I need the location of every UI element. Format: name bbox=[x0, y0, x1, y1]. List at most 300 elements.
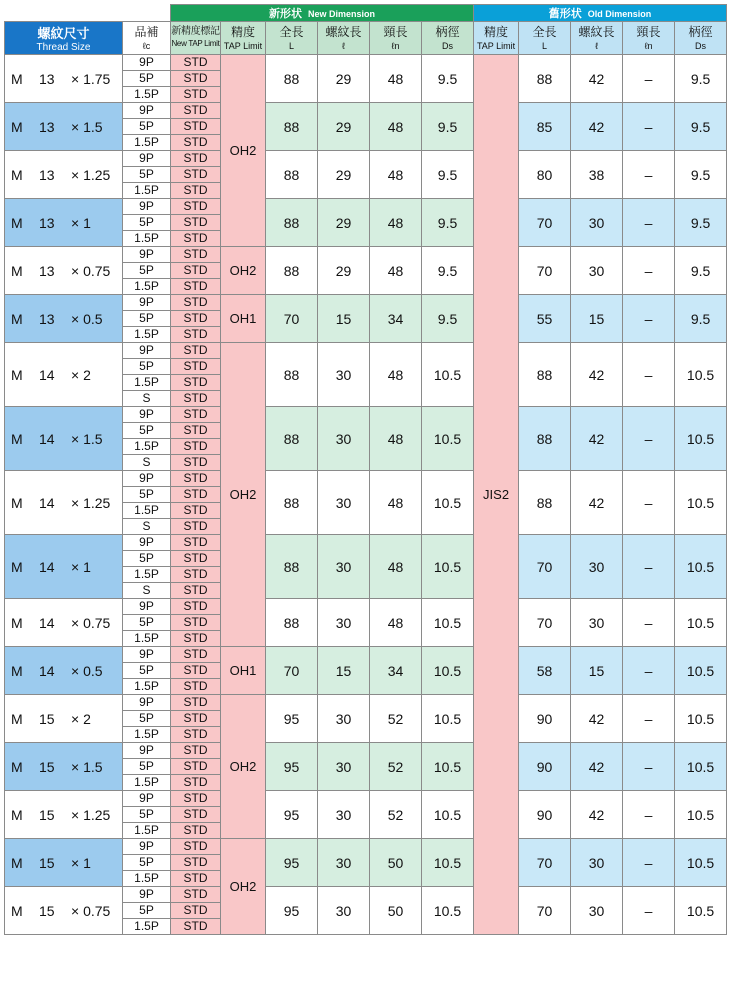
new-shank-dia-cell: 9.5 bbox=[422, 295, 474, 343]
new-total-length-cell: 70 bbox=[266, 647, 318, 695]
new-total-length-cell: 95 bbox=[266, 887, 318, 935]
product-code-cell: 1.5P bbox=[123, 919, 171, 935]
new-total-length-cell: 70 bbox=[266, 295, 318, 343]
thread-size-cell bbox=[5, 407, 123, 471]
thread-diameter: 13 bbox=[39, 214, 55, 231]
old-total-length-sub: L bbox=[542, 40, 548, 51]
thread-prefix: M bbox=[11, 366, 23, 383]
product-code-cell: 1.5P bbox=[123, 823, 171, 839]
thread-size-cell bbox=[5, 839, 123, 887]
new-neck-length-cell: 48 bbox=[370, 407, 422, 471]
old-shank-dia-header bbox=[675, 22, 727, 55]
table-row bbox=[5, 151, 727, 167]
old-shank-dia-cell: 10.5 bbox=[675, 647, 727, 695]
new-total-length-sub: L bbox=[288, 40, 294, 51]
thread-pitch: × 0.75 bbox=[71, 902, 111, 919]
new-tap-limit-cell: STD bbox=[171, 903, 221, 919]
thread-prefix: M bbox=[11, 558, 23, 575]
old-thread-length-cell: 42 bbox=[571, 471, 623, 535]
new-shank-dia-cell: 10.5 bbox=[422, 599, 474, 647]
thread-prefix: M bbox=[11, 710, 23, 727]
table-row bbox=[5, 599, 727, 615]
product-code-cell: 9P bbox=[123, 791, 171, 807]
new-tap-limit-cell: STD bbox=[171, 423, 221, 439]
old-thread-length-cell: 30 bbox=[571, 839, 623, 887]
new-tap-limit-cell: STD bbox=[171, 871, 221, 887]
thread-prefix: M bbox=[11, 758, 23, 775]
old-neck-length-cell: – bbox=[623, 151, 675, 199]
new-thread-length-cell: 30 bbox=[318, 599, 370, 647]
old-total-length-label: 全長 bbox=[532, 24, 557, 39]
old-neck-length-header bbox=[623, 22, 675, 55]
new-neck-length-cell: 48 bbox=[370, 343, 422, 407]
new-shank-dia-cell: 10.5 bbox=[422, 791, 474, 839]
old-neck-length-cell: – bbox=[623, 247, 675, 295]
product-code-cell: 5P bbox=[123, 215, 171, 231]
thread-pitch: × 1 bbox=[71, 854, 91, 871]
new-neck-length-cell: 48 bbox=[370, 247, 422, 295]
product-code-cell: 5P bbox=[123, 71, 171, 87]
table-row bbox=[5, 647, 727, 663]
table-row bbox=[5, 791, 727, 807]
old-accuracy-cell: JIS2 bbox=[474, 55, 519, 935]
product-code-cell: 5P bbox=[123, 423, 171, 439]
new-accuracy-cell: OH2 bbox=[221, 55, 266, 247]
new-tap-limit-cell: STD bbox=[171, 599, 221, 615]
new-total-length-cell: 88 bbox=[266, 55, 318, 103]
thread-prefix: M bbox=[11, 902, 23, 919]
new-shank-dia-cell: 10.5 bbox=[422, 887, 474, 935]
new-tap-limit-cell: STD bbox=[171, 487, 221, 503]
old-neck-length-sub: ℓn bbox=[644, 40, 653, 51]
old-dimension-label: 舊形状 bbox=[548, 8, 582, 20]
new-neck-length-cell: 48 bbox=[370, 199, 422, 247]
thread-size-cell bbox=[5, 791, 123, 839]
product-sub-label: ℓc bbox=[142, 40, 151, 51]
thread-diameter: 15 bbox=[39, 902, 55, 919]
product-code-cell: 5P bbox=[123, 167, 171, 183]
product-code-cell: 9P bbox=[123, 103, 171, 119]
product-code-cell: 1.5P bbox=[123, 567, 171, 583]
product-code-cell: 5P bbox=[123, 119, 171, 135]
product-code-cell: 9P bbox=[123, 695, 171, 711]
product-code-cell: 5P bbox=[123, 487, 171, 503]
old-shank-dia-cell: 10.5 bbox=[675, 599, 727, 647]
new-thread-length-cell: 30 bbox=[318, 471, 370, 535]
thread-pitch: × 1.25 bbox=[71, 494, 111, 511]
product-code-cell: 1.5P bbox=[123, 679, 171, 695]
old-thread-length-cell: 42 bbox=[571, 343, 623, 407]
product-code-cell: 5P bbox=[123, 759, 171, 775]
new-total-length-cell: 88 bbox=[266, 247, 318, 295]
product-code-cell: S bbox=[123, 519, 171, 535]
product-code-cell: 9P bbox=[123, 199, 171, 215]
thread-size-cell bbox=[5, 535, 123, 599]
old-thread-length-cell: 42 bbox=[571, 55, 623, 103]
table-row bbox=[5, 295, 727, 311]
old-neck-length-cell: – bbox=[623, 295, 675, 343]
product-code-cell: 5P bbox=[123, 615, 171, 631]
product-code-cell: 9P bbox=[123, 839, 171, 855]
new-tap-limit-cell: STD bbox=[171, 679, 221, 695]
old-thread-length-header bbox=[571, 22, 623, 55]
old-shank-dia-cell: 10.5 bbox=[675, 839, 727, 887]
old-total-length-cell: 70 bbox=[519, 199, 571, 247]
product-label: 品補 bbox=[134, 24, 159, 39]
thread-prefix: M bbox=[11, 806, 23, 823]
old-total-length-cell: 85 bbox=[519, 103, 571, 151]
new-shank-dia-cell: 9.5 bbox=[422, 103, 474, 151]
old-total-length-cell: 70 bbox=[519, 599, 571, 647]
new-tap-limit-cell: STD bbox=[171, 839, 221, 855]
new-neck-length-cell: 52 bbox=[370, 743, 422, 791]
new-tap-limit-cell: STD bbox=[171, 583, 221, 599]
old-shank-dia-cell: 10.5 bbox=[675, 743, 727, 791]
thread-size-cell bbox=[5, 247, 123, 295]
new-tap-limit-cell: STD bbox=[171, 711, 221, 727]
new-shank-dia-cell: 9.5 bbox=[422, 247, 474, 295]
new-total-length-cell: 88 bbox=[266, 151, 318, 199]
new-thread-length-cell: 30 bbox=[318, 839, 370, 887]
old-total-length-header bbox=[519, 22, 571, 55]
old-shank-dia-cell: 10.5 bbox=[675, 791, 727, 839]
new-thread-length-cell: 15 bbox=[318, 295, 370, 343]
new-tap-limit-cell: STD bbox=[171, 823, 221, 839]
thread-prefix: M bbox=[11, 262, 23, 279]
new-total-length-cell: 88 bbox=[266, 199, 318, 247]
table-row bbox=[5, 407, 727, 423]
thread-size-cell bbox=[5, 103, 123, 151]
product-code-cell: 1.5P bbox=[123, 439, 171, 455]
new-thread-length-cell: 30 bbox=[318, 343, 370, 407]
thread-size-cell bbox=[5, 599, 123, 647]
thread-diameter: 13 bbox=[39, 166, 55, 183]
new-neck-length-cell: 34 bbox=[370, 295, 422, 343]
thread-pitch: × 1.5 bbox=[71, 430, 103, 447]
thread-prefix: M bbox=[11, 70, 23, 87]
new-thread-length-cell: 29 bbox=[318, 55, 370, 103]
new-tap-limit-cell: STD bbox=[171, 695, 221, 711]
thread-diameter: 14 bbox=[39, 558, 55, 575]
thread-prefix: M bbox=[11, 166, 23, 183]
old-neck-length-cell: – bbox=[623, 647, 675, 695]
old-shank-dia-cell: 10.5 bbox=[675, 887, 727, 935]
thread-size-cell bbox=[5, 55, 123, 103]
new-total-length-cell: 88 bbox=[266, 599, 318, 647]
new-shank-dia-sub: Ds bbox=[442, 40, 454, 51]
old-neck-length-cell: – bbox=[623, 471, 675, 535]
old-total-length-cell: 70 bbox=[519, 247, 571, 295]
thread-diameter: 13 bbox=[39, 262, 55, 279]
product-code-cell: 1.5P bbox=[123, 135, 171, 151]
thread-pitch: × 2 bbox=[71, 366, 91, 383]
new-neck-length-cell: 48 bbox=[370, 599, 422, 647]
old-thread-length-cell: 15 bbox=[571, 295, 623, 343]
new-neck-length-cell: 48 bbox=[370, 55, 422, 103]
product-code-cell: 1.5P bbox=[123, 631, 171, 647]
new-accuracy-cell: OH2 bbox=[221, 247, 266, 295]
new-tap-limit-cell: STD bbox=[171, 407, 221, 423]
new-total-length-cell: 95 bbox=[266, 791, 318, 839]
thread-diameter: 13 bbox=[39, 310, 55, 327]
product-code-cell: 5P bbox=[123, 311, 171, 327]
table-row bbox=[5, 199, 727, 215]
new-neck-length-cell: 50 bbox=[370, 887, 422, 935]
old-shank-dia-cell: 9.5 bbox=[675, 295, 727, 343]
thread-pitch: × 1.5 bbox=[71, 758, 103, 775]
new-tap-limit-cell: STD bbox=[171, 615, 221, 631]
old-thread-length-cell: 30 bbox=[571, 199, 623, 247]
new-tap-limit-cell: STD bbox=[171, 375, 221, 391]
new-tap-limit-cell: STD bbox=[171, 359, 221, 375]
thread-pitch: × 1.75 bbox=[71, 70, 111, 87]
thread-pitch: × 0.5 bbox=[71, 310, 103, 327]
thread-size-cell bbox=[5, 343, 123, 407]
old-thread-length-cell: 30 bbox=[571, 599, 623, 647]
old-dimension-label-en: Old Dimension bbox=[587, 9, 652, 19]
old-thread-length-cell: 42 bbox=[571, 407, 623, 471]
old-thread-length-label: 螺紋長 bbox=[578, 24, 615, 39]
new-accuracy-cell: OH2 bbox=[221, 695, 266, 839]
thread-pitch: × 0.75 bbox=[71, 262, 111, 279]
new-accuracy-header bbox=[221, 22, 266, 55]
product-code-cell: 1.5P bbox=[123, 775, 171, 791]
new-tap-limit-cell: STD bbox=[171, 743, 221, 759]
new-neck-length-cell: 48 bbox=[370, 103, 422, 151]
old-shank-dia-cell: 10.5 bbox=[675, 407, 727, 471]
product-code-cell: 9P bbox=[123, 295, 171, 311]
old-thread-length-cell: 38 bbox=[571, 151, 623, 199]
product-code-cell: 9P bbox=[123, 471, 171, 487]
old-neck-length-cell: – bbox=[623, 343, 675, 407]
thread-diameter: 14 bbox=[39, 614, 55, 631]
old-total-length-cell: 55 bbox=[519, 295, 571, 343]
new-tap-limit-cell: STD bbox=[171, 55, 221, 71]
new-thread-length-sub: ℓ bbox=[342, 40, 345, 51]
new-total-length-label: 全長 bbox=[279, 24, 304, 39]
tap-dimension-table bbox=[4, 4, 727, 935]
new-neck-length-header bbox=[370, 22, 422, 55]
old-shank-dia-cell: 10.5 bbox=[675, 695, 727, 743]
old-neck-length-cell: – bbox=[623, 103, 675, 151]
new-thread-length-cell: 30 bbox=[318, 743, 370, 791]
new-neck-length-cell: 48 bbox=[370, 471, 422, 535]
old-shank-dia-cell: 9.5 bbox=[675, 55, 727, 103]
thread-diameter: 14 bbox=[39, 430, 55, 447]
thread-size-header bbox=[5, 22, 123, 55]
table-row bbox=[5, 55, 727, 71]
new-tap-limit-cell: STD bbox=[171, 631, 221, 647]
old-neck-length-cell: – bbox=[623, 55, 675, 103]
new-neck-length-cell: 50 bbox=[370, 839, 422, 887]
thread-pitch: × 1.25 bbox=[71, 166, 111, 183]
new-thread-length-cell: 29 bbox=[318, 103, 370, 151]
old-neck-length-cell: – bbox=[623, 839, 675, 887]
product-code-cell: 1.5P bbox=[123, 183, 171, 199]
new-tap-limit-cell: STD bbox=[171, 887, 221, 903]
new-tap-limit-cell: STD bbox=[171, 663, 221, 679]
new-tap-limit-cell: STD bbox=[171, 503, 221, 519]
new-tap-limit-cell: STD bbox=[171, 247, 221, 263]
old-thread-length-sub: ℓ bbox=[595, 40, 598, 51]
old-total-length-cell: 90 bbox=[519, 743, 571, 791]
new-shank-dia-cell: 10.5 bbox=[422, 695, 474, 743]
product-code-cell: 1.5P bbox=[123, 279, 171, 295]
thread-prefix: M bbox=[11, 494, 23, 511]
old-neck-length-cell: – bbox=[623, 887, 675, 935]
thread-prefix: M bbox=[11, 310, 23, 327]
thread-diameter: 14 bbox=[39, 366, 55, 383]
thread-pitch: × 0.75 bbox=[71, 614, 111, 631]
product-code-cell: 9P bbox=[123, 887, 171, 903]
thread-prefix: M bbox=[11, 430, 23, 447]
old-shank-dia-sub: Ds bbox=[695, 40, 707, 51]
thread-size-cell bbox=[5, 471, 123, 535]
new-tap-limit-header bbox=[171, 22, 221, 55]
thread-size-cell bbox=[5, 887, 123, 935]
product-header bbox=[123, 22, 171, 55]
product-code-cell: 9P bbox=[123, 247, 171, 263]
thread-diameter: 13 bbox=[39, 70, 55, 87]
new-shank-dia-cell: 10.5 bbox=[422, 343, 474, 407]
new-thread-length-cell: 30 bbox=[318, 407, 370, 471]
old-thread-length-cell: 42 bbox=[571, 103, 623, 151]
product-code-cell: S bbox=[123, 455, 171, 471]
thread-diameter: 15 bbox=[39, 710, 55, 727]
old-thread-length-cell: 42 bbox=[571, 695, 623, 743]
new-tap-limit-cell: STD bbox=[171, 519, 221, 535]
old-total-length-cell: 90 bbox=[519, 791, 571, 839]
new-tap-limit-cell: STD bbox=[171, 215, 221, 231]
new-neck-length-label: 頸長 bbox=[383, 24, 408, 39]
new-shank-dia-cell: 10.5 bbox=[422, 743, 474, 791]
new-thread-length-cell: 30 bbox=[318, 887, 370, 935]
thread-prefix: M bbox=[11, 614, 23, 631]
new-tap-limit-cell: STD bbox=[171, 231, 221, 247]
new-tap-limit-cell: STD bbox=[171, 119, 221, 135]
new-thread-length-cell: 15 bbox=[318, 647, 370, 695]
old-shank-dia-cell: 9.5 bbox=[675, 247, 727, 295]
new-shank-dia-header bbox=[422, 22, 474, 55]
new-tap-limit-cell: STD bbox=[171, 791, 221, 807]
new-tap-limit-label: 新精度標記 bbox=[171, 26, 220, 37]
new-total-length-cell: 95 bbox=[266, 695, 318, 743]
thread-size-cell bbox=[5, 647, 123, 695]
table-row bbox=[5, 839, 727, 855]
product-code-cell: 1.5P bbox=[123, 327, 171, 343]
new-tap-limit-label-en: New TAP Limit bbox=[171, 39, 220, 48]
new-tap-limit-cell: STD bbox=[171, 759, 221, 775]
old-neck-length-cell: – bbox=[623, 743, 675, 791]
thread-size-cell bbox=[5, 695, 123, 743]
new-dimension-label: 新形状 bbox=[269, 8, 303, 20]
new-total-length-header bbox=[266, 22, 318, 55]
new-total-length-cell: 95 bbox=[266, 839, 318, 887]
new-tap-limit-cell: STD bbox=[171, 183, 221, 199]
new-total-length-cell: 95 bbox=[266, 743, 318, 791]
new-thread-length-cell: 30 bbox=[318, 791, 370, 839]
new-neck-length-cell: 52 bbox=[370, 695, 422, 743]
new-tap-limit-cell: STD bbox=[171, 151, 221, 167]
new-neck-length-cell: 48 bbox=[370, 535, 422, 599]
new-neck-length-cell: 48 bbox=[370, 151, 422, 199]
table-body bbox=[5, 55, 727, 935]
new-tap-limit-cell: STD bbox=[171, 263, 221, 279]
table-row bbox=[5, 103, 727, 119]
old-shank-dia-cell: 10.5 bbox=[675, 535, 727, 599]
table-row bbox=[5, 535, 727, 551]
new-tap-limit-cell: STD bbox=[171, 567, 221, 583]
new-neck-length-cell: 52 bbox=[370, 791, 422, 839]
new-tap-limit-cell: STD bbox=[171, 647, 221, 663]
thread-prefix: M bbox=[11, 854, 23, 871]
old-shank-dia-cell: 9.5 bbox=[675, 103, 727, 151]
new-tap-limit-cell: STD bbox=[171, 535, 221, 551]
new-tap-limit-cell: STD bbox=[171, 807, 221, 823]
new-tap-limit-cell: STD bbox=[171, 455, 221, 471]
product-code-cell: 5P bbox=[123, 807, 171, 823]
product-code-cell: 9P bbox=[123, 407, 171, 423]
product-code-cell: 9P bbox=[123, 343, 171, 359]
new-tap-limit-cell: STD bbox=[171, 919, 221, 935]
new-total-length-cell: 88 bbox=[266, 103, 318, 151]
thread-prefix: M bbox=[11, 118, 23, 135]
old-accuracy-header bbox=[474, 22, 519, 55]
new-thread-length-cell: 30 bbox=[318, 695, 370, 743]
product-code-cell: 5P bbox=[123, 263, 171, 279]
new-accuracy-label-en: TAP Limit bbox=[223, 40, 263, 51]
product-code-cell: 1.5P bbox=[123, 503, 171, 519]
product-code-cell: 5P bbox=[123, 663, 171, 679]
old-neck-length-cell: – bbox=[623, 535, 675, 599]
table-row bbox=[5, 887, 727, 903]
new-accuracy-label: 精度 bbox=[230, 24, 255, 39]
old-shank-dia-cell: 10.5 bbox=[675, 343, 727, 407]
table-row bbox=[5, 471, 727, 487]
old-total-length-cell: 88 bbox=[519, 407, 571, 471]
old-neck-length-label: 頸長 bbox=[636, 24, 661, 39]
old-neck-length-cell: – bbox=[623, 695, 675, 743]
new-total-length-cell: 88 bbox=[266, 471, 318, 535]
old-accuracy-label: 精度 bbox=[484, 24, 509, 39]
thread-size-label: 螺紋尺寸 bbox=[37, 26, 90, 41]
old-total-length-cell: 90 bbox=[519, 695, 571, 743]
product-code-cell: 5P bbox=[123, 551, 171, 567]
new-tap-limit-cell: STD bbox=[171, 295, 221, 311]
new-neck-length-cell: 34 bbox=[370, 647, 422, 695]
new-total-length-cell: 88 bbox=[266, 343, 318, 407]
old-neck-length-cell: – bbox=[623, 199, 675, 247]
new-shank-dia-cell: 10.5 bbox=[422, 839, 474, 887]
new-tap-limit-cell: STD bbox=[171, 471, 221, 487]
new-tap-limit-cell: STD bbox=[171, 727, 221, 743]
new-total-length-cell: 88 bbox=[266, 407, 318, 471]
old-total-length-cell: 88 bbox=[519, 55, 571, 103]
product-code-cell: S bbox=[123, 583, 171, 599]
new-thread-length-cell: 30 bbox=[318, 535, 370, 599]
product-code-cell: S bbox=[123, 391, 171, 407]
thread-size-cell bbox=[5, 743, 123, 791]
old-total-length-cell: 70 bbox=[519, 839, 571, 887]
thread-pitch: × 0.5 bbox=[71, 662, 103, 679]
product-code-cell: 5P bbox=[123, 855, 171, 871]
new-tap-limit-cell: STD bbox=[171, 311, 221, 327]
table-row bbox=[5, 247, 727, 263]
old-shank-dia-cell: 9.5 bbox=[675, 151, 727, 199]
old-thread-length-cell: 30 bbox=[571, 887, 623, 935]
new-thread-length-label: 螺紋長 bbox=[325, 24, 362, 39]
old-shank-dia-cell: 9.5 bbox=[675, 199, 727, 247]
